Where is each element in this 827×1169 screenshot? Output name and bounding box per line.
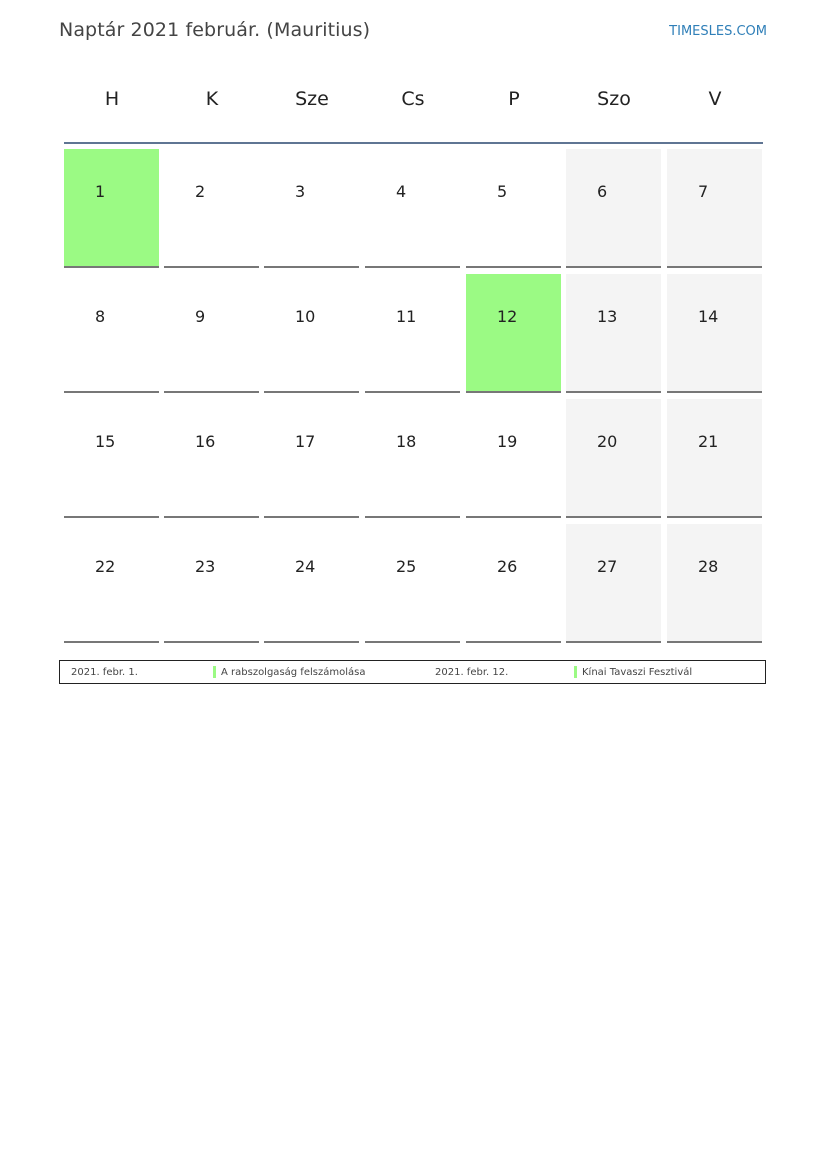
day-number: 13 bbox=[597, 307, 618, 326]
weekday-wed: Sze bbox=[295, 88, 329, 110]
day-cell bbox=[264, 524, 359, 643]
day-cell bbox=[667, 274, 762, 393]
weekday-fri: P bbox=[508, 88, 520, 110]
day-cell bbox=[365, 399, 460, 518]
day-number: 3 bbox=[295, 182, 306, 201]
legend-color-swatch bbox=[574, 666, 577, 678]
day-number: 20 bbox=[597, 432, 618, 451]
day-cell bbox=[64, 149, 159, 268]
day-number: 17 bbox=[295, 432, 316, 451]
day-cell bbox=[64, 524, 159, 643]
legend-date: 2021. febr. 12. bbox=[435, 667, 509, 678]
day-number: 5 bbox=[497, 182, 508, 201]
day-cell bbox=[466, 149, 561, 268]
holiday-legend bbox=[59, 660, 766, 684]
legend-date: 2021. febr. 1. bbox=[71, 667, 138, 678]
day-cell bbox=[566, 399, 661, 518]
day-number: 14 bbox=[698, 307, 719, 326]
day-cell bbox=[466, 274, 561, 393]
day-cell bbox=[264, 399, 359, 518]
day-number: 19 bbox=[497, 432, 518, 451]
weekday-header-row bbox=[62, 88, 764, 118]
day-cell bbox=[667, 524, 762, 643]
day-number: 16 bbox=[195, 432, 216, 451]
day-number: 15 bbox=[95, 432, 116, 451]
day-cell bbox=[365, 274, 460, 393]
day-cell bbox=[365, 149, 460, 268]
day-cell bbox=[264, 149, 359, 268]
day-number: 6 bbox=[597, 182, 608, 201]
day-number: 9 bbox=[195, 307, 206, 326]
day-number: 11 bbox=[396, 307, 417, 326]
day-number: 26 bbox=[497, 557, 518, 576]
day-number: 24 bbox=[295, 557, 316, 576]
weekday-thu: Cs bbox=[401, 88, 425, 110]
day-number: 23 bbox=[195, 557, 216, 576]
day-number: 7 bbox=[698, 182, 709, 201]
day-cell bbox=[566, 274, 661, 393]
day-cell bbox=[264, 274, 359, 393]
day-number: 22 bbox=[95, 557, 116, 576]
day-cell bbox=[566, 524, 661, 643]
day-cell bbox=[164, 274, 259, 393]
day-cell bbox=[164, 524, 259, 643]
day-cell bbox=[365, 524, 460, 643]
day-number: 25 bbox=[396, 557, 417, 576]
weekday-sun: V bbox=[708, 88, 722, 110]
day-cell bbox=[64, 274, 159, 393]
day-cell bbox=[667, 149, 762, 268]
day-number: 4 bbox=[396, 182, 407, 201]
day-cell bbox=[667, 399, 762, 518]
header-divider bbox=[64, 142, 763, 144]
day-cell bbox=[164, 399, 259, 518]
day-number: 8 bbox=[95, 307, 106, 326]
day-number: 18 bbox=[396, 432, 417, 451]
brand-link[interactable]: TIMESLES.COM bbox=[669, 24, 767, 39]
day-number: 27 bbox=[597, 557, 618, 576]
day-number: 28 bbox=[698, 557, 719, 576]
day-number: 2 bbox=[195, 182, 206, 201]
weekday-mon: H bbox=[104, 88, 120, 110]
legend-holiday-name: Kínai Tavaszi Fesztivál bbox=[582, 667, 693, 678]
day-cell bbox=[566, 149, 661, 268]
day-number: 12 bbox=[497, 307, 518, 326]
day-cell bbox=[466, 524, 561, 643]
day-number: 1 bbox=[95, 182, 106, 201]
legend-holiday-name: A rabszolgaság felszámolása bbox=[221, 667, 366, 678]
day-cell bbox=[164, 149, 259, 268]
day-cell bbox=[466, 399, 561, 518]
weekday-sat: Szo bbox=[597, 88, 631, 110]
day-number: 21 bbox=[698, 432, 719, 451]
legend-color-swatch bbox=[213, 666, 216, 678]
day-number: 10 bbox=[295, 307, 316, 326]
page-title: Naptár 2021 február. (Mauritius) bbox=[59, 19, 371, 41]
weekday-tue: K bbox=[205, 88, 219, 110]
day-cell bbox=[64, 399, 159, 518]
